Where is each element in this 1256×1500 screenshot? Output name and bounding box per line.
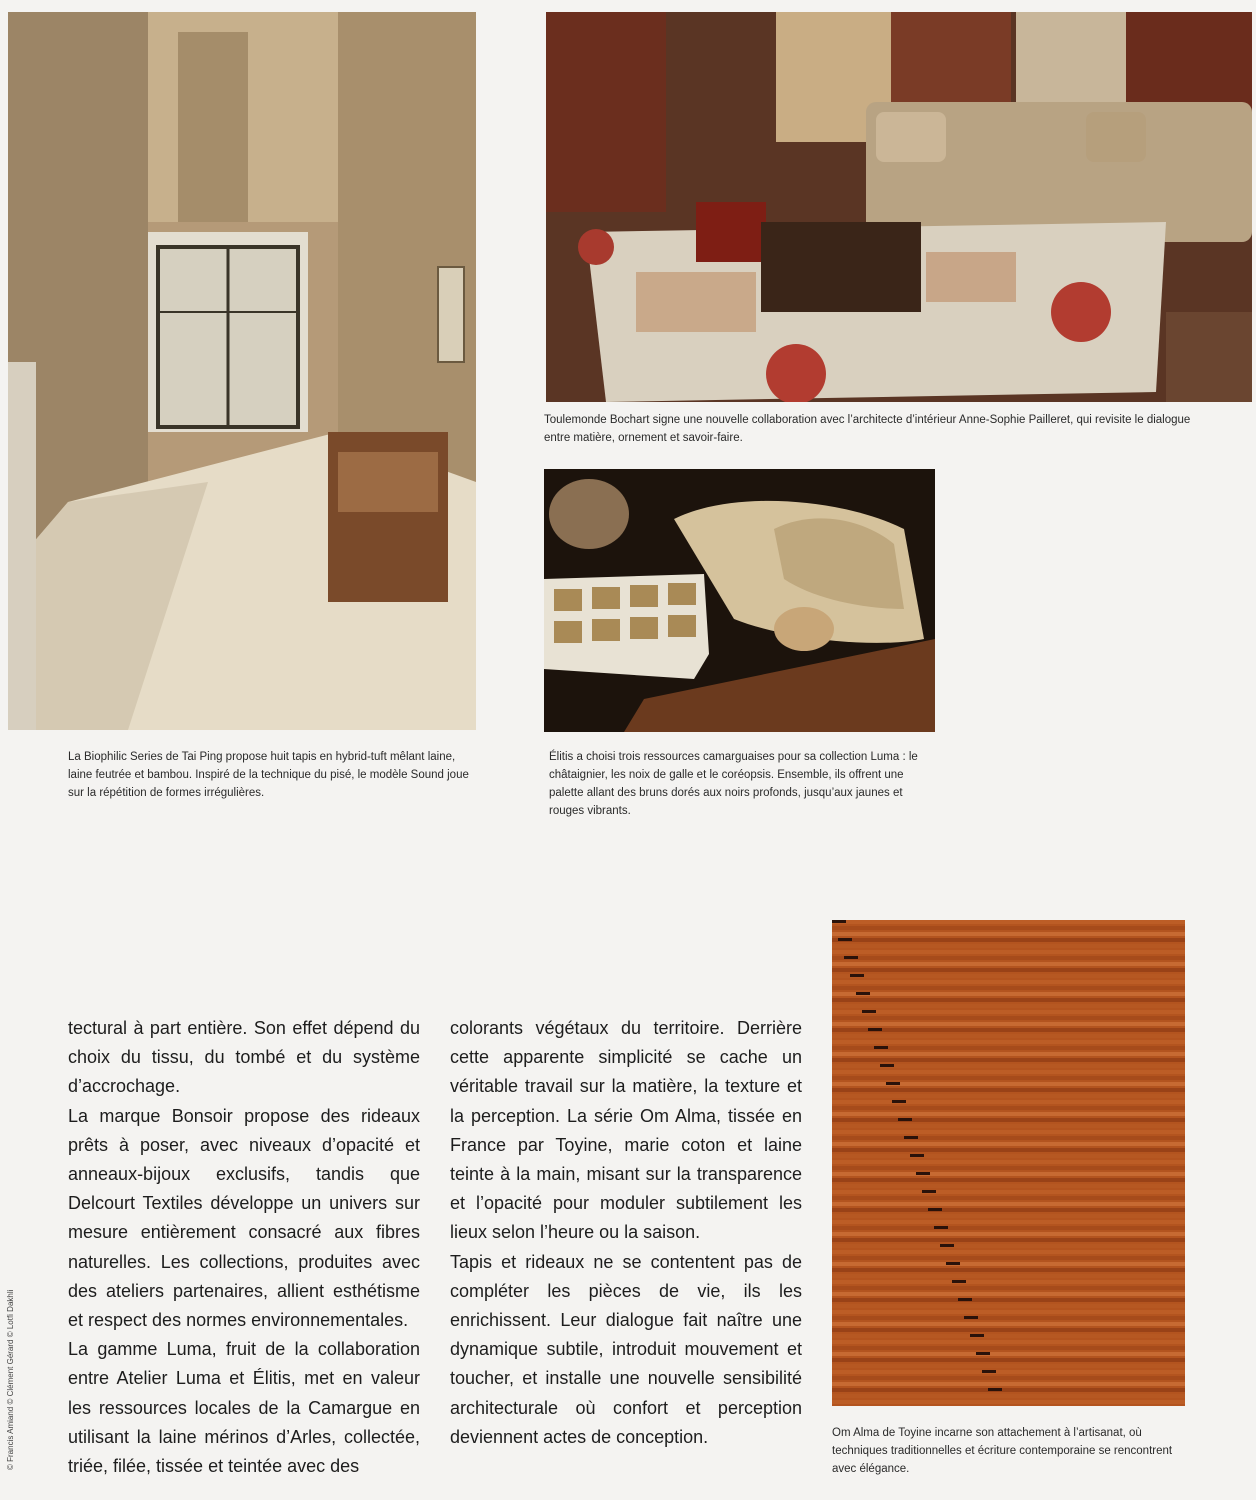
caption-biophilic	[68, 748, 473, 802]
caption-om-alma-text: Om Alma de Toyine incarne son attachement à l’artisanat, où techniques traditionnelles et écriture contemporaine se rencontrent avec élégance.	[832, 1427, 1173, 1475]
body-paragraph: tectural à part entière. Son effet dépend du choix du tissu, du tombé et du système d’accrochage.	[68, 1018, 420, 1097]
photo-toulemonde-living-room	[546, 12, 1252, 402]
photo-credit: © Francis Amiand © Clément Gérard © Lotfi Dakhli	[6, 1289, 15, 1470]
caption-biophilic-text: La Biophilic Series de Tai Ping propose huit tapis en hybrid-tuft mêlant laine, laine feutrée et bambou. Inspiré de la technique du pisé, le modèle Sound joue sur la répétition de formes irrégulières.	[68, 751, 469, 799]
body-paragraph: La gamme Luma, fruit de la collaboration entre Atelier Luma et Élitis, met en valeur les ressources locales de la Camargue en utilisant la laine mérinos d’Arles, collectée, triée, filée, tissée et teintée avec des	[68, 1339, 420, 1477]
body-paragraph: colorants végétaux du territoire. Derrière cette apparente simplicité se cache un véritable travail sur la matière, la texture et la perception. La série Om Alma, tissée en France par Toyine, marie coton et laine teinte à la main, misant sur la transparence et l’opacité pour moduler subtilement les lieux selon l’heure ou la saison.	[450, 1018, 802, 1243]
caption-om-alma	[832, 1424, 1187, 1478]
caption-toulemonde	[544, 411, 1194, 447]
photo-elitis-luma-samples	[544, 469, 935, 732]
caption-elitis	[549, 748, 934, 820]
photo-biophilic-interior	[8, 12, 476, 730]
body-column-1	[68, 1014, 420, 1481]
caption-elitis-text: Élitis a choisi trois ressources camarguaises pour sa collection Luma : le châtaignier, les noix de galle et le coréopsis. Ensemble, ils offrent une palette allant des bruns dorés aux noirs profonds, jusqu’aux jaunes et rouges vibrants.	[549, 751, 918, 817]
photo-om-alma-texture	[832, 920, 1185, 1406]
body-paragraph: La marque Bonsoir propose des rideaux prêts à poser, avec niveaux d’opacité et anneaux-bijoux exclusifs, tandis que Delcourt Textiles développe un univers sur mesure entièrement consacré aux fibres naturelles. Les collections, produites avec des ateliers partenaires, allient esthétisme et respect des normes environnementales.	[68, 1105, 420, 1331]
body-column-2	[450, 1014, 802, 1452]
caption-toulemonde-text: Toulemonde Bochart signe une nouvelle collaboration avec l’architecte d’intérieur Anne-Sophie Pailleret, qui revisite le dialogue entre matière, ornement et savoir-faire.	[544, 414, 1191, 444]
body-paragraph: Tapis et rideaux ne se contentent pas de compléter les pièces de vie, ils les enrichissent. Leur dialogue fait naître une dynamique subtile, introduit mouvement et toucher, et installe une nouvelle sensibilité architecturale où confort et perception deviennent actes de conception.	[450, 1251, 802, 1447]
